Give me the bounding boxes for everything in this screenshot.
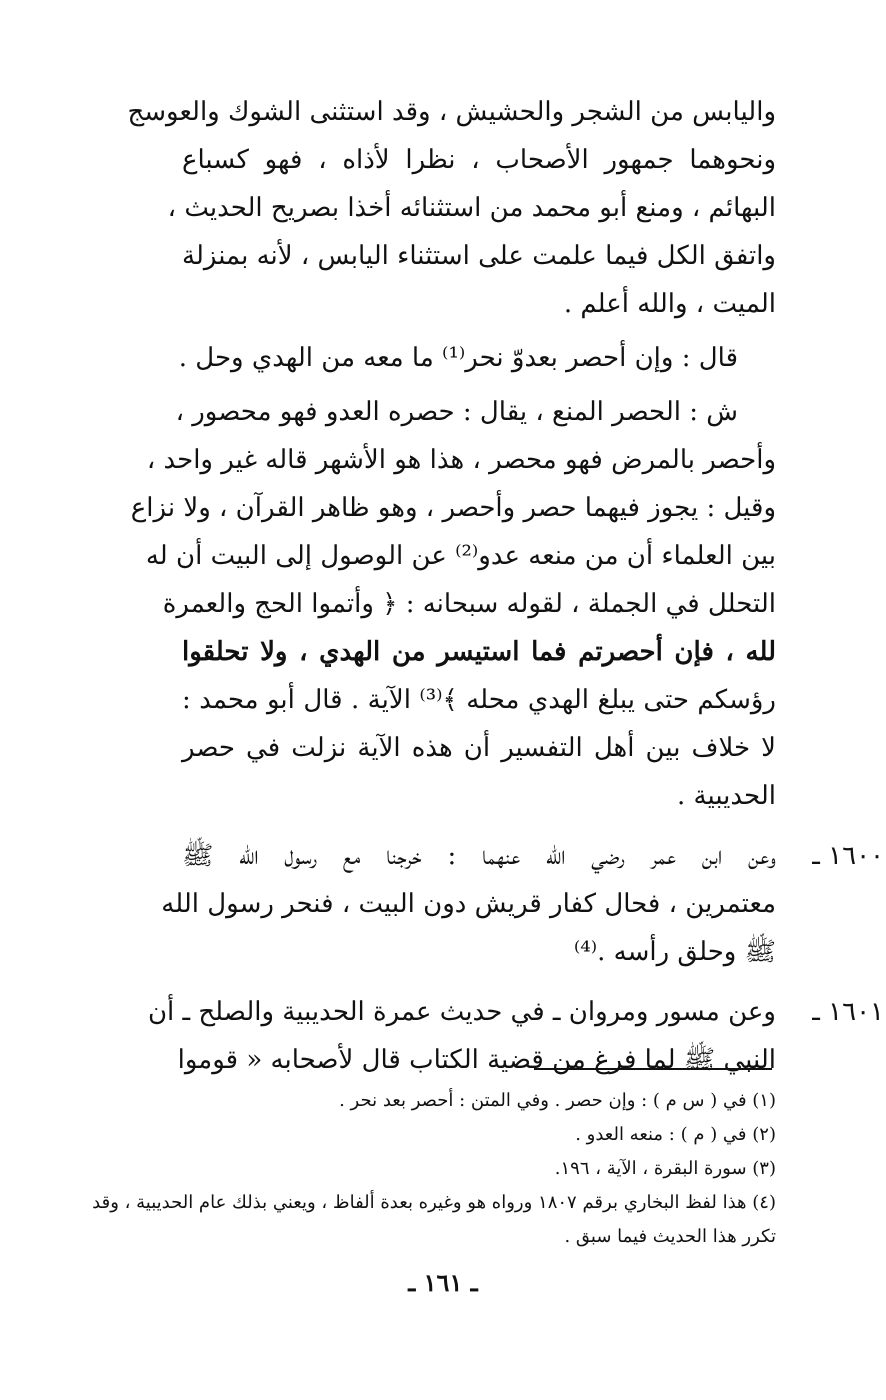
footnote-divider xyxy=(534,1068,772,1070)
text-line: ﷺ وحلق رأسه .⁽⁴⁾ xyxy=(573,937,776,967)
text-line: البهائم ، ومنع أبو محمد من استثنائه أخذا بصريح الحديث ، xyxy=(167,193,776,223)
main-text xyxy=(127,88,884,1084)
text-line: الميت ، والله أعلم . xyxy=(563,289,776,319)
text-line: التحلل في الجملة ، لقوله سبحانه : ﴿ وأتموا الحج والعمرة xyxy=(162,589,776,619)
footnote-2: (٢) في ( م ) : منعه العدو . xyxy=(575,1124,776,1145)
text-line: واتفق الكل فيما علمت على استثناء اليابس ، لأنه بمنزلة xyxy=(182,241,776,271)
hadith-1600 xyxy=(161,832,884,976)
page-number: ـ ١٦١ ـ xyxy=(408,1268,478,1297)
text-line: وعن ابن عمر رضي الله عنهما : خرجنا مع رسول الله ﷺ xyxy=(182,841,776,871)
paragraph-2 xyxy=(178,334,776,382)
text-line: وقيل : يجوز فيهما حصر وأحصر ، وهو ظاهر القرآن ، ولا نزاع xyxy=(130,493,776,523)
text-line: ونحوهما جمهور الأصحاب ، نظرا لأذاه ، فهو كسباع xyxy=(182,145,776,175)
quran-verse-line: لله ، فإن أحصرتم فما استيسر من الهدي ، ولا تحلقوا xyxy=(182,637,776,667)
text-line: بين العلماء أن من منعه عدو⁽²⁾ عن الوصول إلى البيت أن له xyxy=(145,541,776,571)
paragraph-3 xyxy=(130,388,776,820)
footnote-4-continued: تكرر هذا الحديث فيما سبق . xyxy=(564,1226,776,1247)
text-line: ش : الحصر المنع ، يقال : حصره العدو فهو محصور ، xyxy=(175,397,738,427)
hadith-number: ١٦٠١ ـ xyxy=(812,997,884,1027)
text-line: رؤسكم حتى يبلغ الهدي محله ﴾⁽³⁾ الآية . قال أبو محمد : xyxy=(182,685,776,715)
footnote-3: (٣) سورة البقرة ، الآية ، ١٩٦. xyxy=(554,1158,776,1179)
text-line: وأحصر بالمرض فهو محصر ، هذا هو الأشهر قاله غير واحد ، xyxy=(146,445,776,475)
paragraph-1 xyxy=(127,88,776,328)
footnote-4: (٤) هذا لفظ البخاري برقم ١٨٠٧ ورواه هو وغيره بعدة ألفاظ ، ويعني بذلك عام الحديبية ، وقد xyxy=(92,1192,776,1213)
text-line: قال : وإن أحصر بعدوّ نحر⁽¹⁾ ما معه من الهدي وحل . xyxy=(178,343,738,373)
text-line: معتمرين ، فحال كفار قريش دون البيت ، فنحر رسول الله xyxy=(161,889,776,919)
text-line: النبي ﷺ لما فرغ من قضية الكتاب قال لأصحابه « قوموا xyxy=(177,1045,776,1075)
text-line: الحديبية . xyxy=(677,781,776,811)
text-line: واليابس من الشجر والحشيش ، وقد استثنى الشوك والعوسج xyxy=(127,97,776,127)
footnotes xyxy=(92,1084,776,1254)
text-line: وعن مسور ومروان ـ في حديث عمرة الحديبية والصلح ـ أن xyxy=(147,997,776,1027)
hadith-number: ١٦٠٠ ـ xyxy=(812,841,884,871)
text-line: لا خلاف بين أهل التفسير أن هذه الآية نزلت في حصر xyxy=(182,733,776,763)
footnote-1: (١) في ( س م ) : وإن حصر . وفي المتن : أحصر بعد نحر . xyxy=(339,1090,776,1111)
